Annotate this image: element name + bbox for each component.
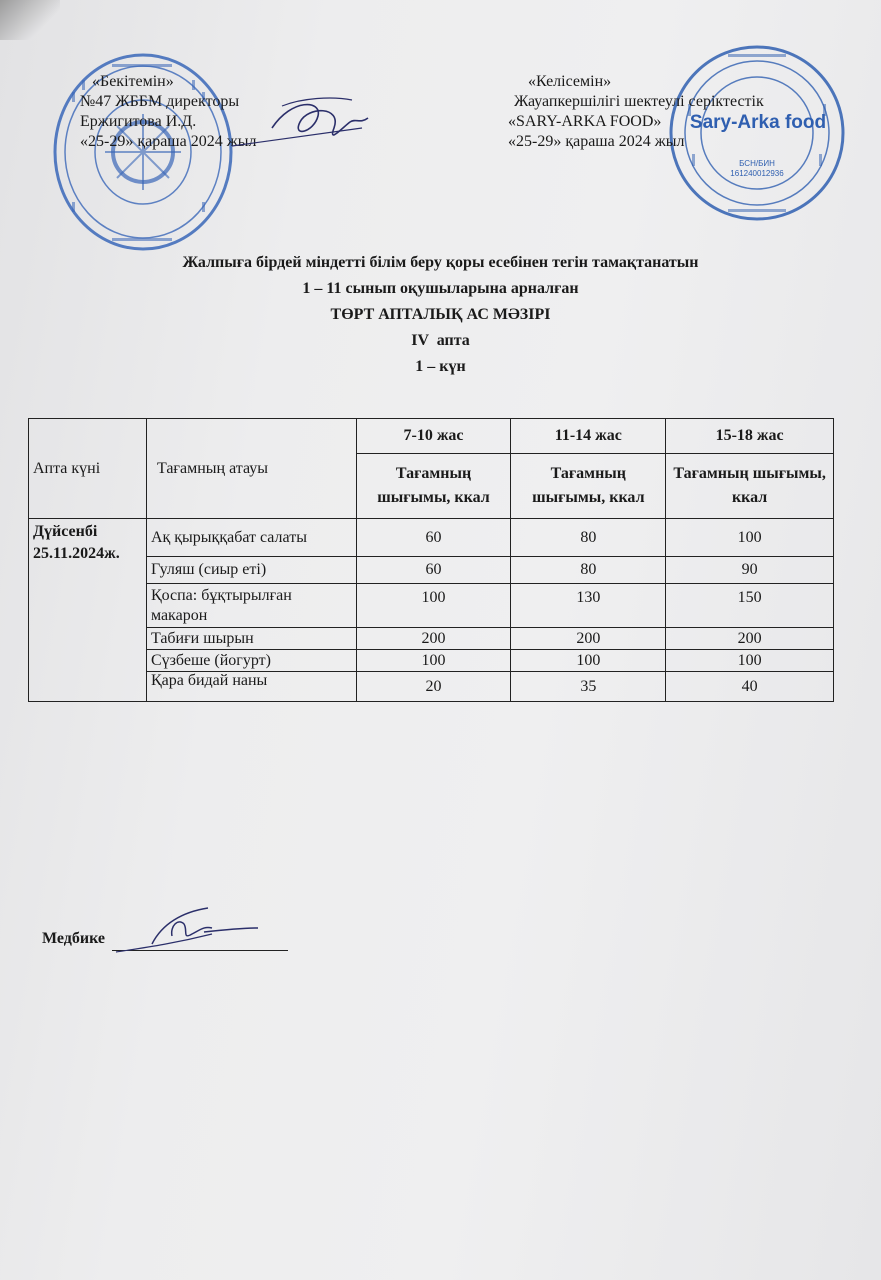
table-row (29, 650, 834, 672)
dish-name: Қара бидай наны (146, 672, 356, 702)
table-row (29, 672, 834, 702)
day-name: Дүйсенбі (33, 523, 98, 540)
page-corner-shadow (0, 0, 60, 40)
title-line-5: 1 – күн (415, 358, 466, 375)
kcal-7-10: 200 (356, 628, 511, 650)
header-age-3: 15-18 жас (666, 419, 834, 454)
nurse-signature (112, 904, 262, 956)
director-signature (222, 88, 382, 158)
kcal-11-14: 80 (511, 557, 666, 584)
approval-position: №47 ЖББМ директоры (80, 93, 240, 110)
agreement-heading: «Келісемін» (528, 73, 612, 90)
header-yield-2: Тағамның шығымы, ккал (511, 454, 666, 519)
kcal-15-18: 100 (666, 650, 834, 672)
kcal-11-14: 35 (511, 672, 666, 702)
table-row (29, 584, 834, 628)
kcal-7-10: 60 (356, 519, 511, 557)
dish-name: Табиғи шырын (146, 628, 356, 650)
kcal-7-10: 20 (356, 672, 511, 702)
kcal-11-14: 200 (511, 628, 666, 650)
kcal-15-18: 200 (666, 628, 834, 650)
table-row (29, 519, 834, 557)
table-row (29, 628, 834, 650)
nurse-label: Медбике (42, 930, 106, 947)
kcal-15-18: 150 (666, 584, 834, 628)
kcal-15-18: 90 (666, 557, 834, 584)
stamp-bin-label: БСН/БИН (739, 159, 775, 168)
kcal-15-18: 100 (666, 519, 834, 557)
approval-name: Ержигитова И.Д. (80, 113, 197, 130)
agreement-company: «SARY-ARKA FOOD» (508, 113, 662, 130)
kcal-11-14: 130 (511, 584, 666, 628)
header-dish: Тағамның атауы (146, 419, 356, 519)
stamp-bin: 161240012936 (730, 169, 784, 178)
title-line-1: Жалпыға бірдей міндетті білім беру қоры есебінен тегін тамақтанатын (182, 254, 699, 271)
agreement-block (508, 72, 848, 152)
kcal-15-18: 40 (666, 672, 834, 702)
menu-table (28, 418, 834, 702)
title-line-4: IV апта (411, 332, 470, 349)
stamp-brand: Sary-Arka food (689, 112, 827, 133)
header-age-1: 7-10 жас (356, 419, 511, 454)
kcal-7-10: 60 (356, 557, 511, 584)
document-titles (0, 250, 881, 380)
dish-name: Ақ қырыққабат салаты (146, 519, 356, 557)
approval-date: «25-29» қараша 2024 жыл (80, 133, 257, 150)
table-row (29, 557, 834, 584)
dish-name: Қоспа: бұқтырылған макарон (146, 584, 356, 628)
agreement-date: «25-29» қараша 2024 жыл (508, 133, 685, 150)
dish-name: Сүзбеше (йогурт) (146, 650, 356, 672)
day-date: 25.11.2024ж. (33, 545, 120, 562)
title-line-2: 1 – 11 сынып оқушыларына арналған (302, 280, 579, 297)
title-line-3: ТӨРТ АПТАЛЫҚ АС МӘЗІРІ (330, 306, 551, 323)
header-yield-3: Тағамның шығымы, ккал (666, 454, 834, 519)
kcal-11-14: 100 (511, 650, 666, 672)
header-age-2: 11-14 жас (511, 419, 666, 454)
day-cell (29, 519, 147, 702)
dish-name: Гуляш (сиыр еті) (146, 557, 356, 584)
header-day: Апта күні (29, 419, 147, 519)
approval-heading: «Бекітемін» (92, 73, 174, 90)
kcal-7-10: 100 (356, 650, 511, 672)
kcal-11-14: 80 (511, 519, 666, 557)
agreement-org: Жауапкершілігі шектеулі серіктестік (514, 93, 764, 110)
header-yield-1: Тағамның шығымы, ккал (356, 454, 511, 519)
kcal-7-10: 100 (356, 584, 511, 628)
